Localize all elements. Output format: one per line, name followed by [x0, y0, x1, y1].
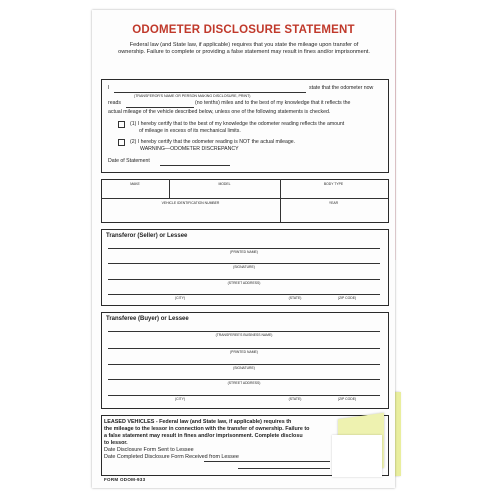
- transferee-heading: Transferee (Buyer) or Lessee: [106, 316, 189, 322]
- vehicle-divider: [101, 198, 388, 199]
- year-label: YEAR: [328, 201, 339, 205]
- intro-text: [104, 42, 384, 56]
- leased-line-3: a false statement may result in fines and/or imprisonment. Complete disclosu: [104, 433, 303, 439]
- actual-mileage-text: actual mileage of the vehicle described below, unless one of the following statements is checked.: [108, 109, 331, 115]
- date-sent-label: Date Disclosure Form Sent to Lessee: [104, 447, 194, 453]
- transferor-printed-name-caption: (PRINTED NAME): [230, 250, 258, 254]
- transferee-signature-caption: (SIGNATURE): [233, 366, 255, 370]
- transferee-signature-line[interactable]: [108, 364, 380, 365]
- transferee-street-caption: (STREET ADDRESS): [227, 381, 261, 385]
- transferee-city-caption: (CITY): [175, 397, 185, 401]
- transferee-business-line[interactable]: [108, 331, 380, 332]
- date-received-label: Date Completed Disclosure Form Received from Lessee: [104, 454, 239, 460]
- peeled-corner: [332, 435, 382, 477]
- option-2-checkbox[interactable]: [118, 139, 125, 146]
- leased-line-1: [104, 419, 340, 426]
- leased-line-1-text: - Federal law (and State law, if applicable) requires th: [154, 419, 292, 425]
- transferor-street-caption: (STREET ADDRESS): [227, 281, 261, 285]
- transferee-printed-name-caption: (PRINTED NAME): [230, 350, 258, 354]
- transferor-caption: (TRANSFEROR'S NAME OR PERSON MAKING DISCLOSURE, PRINT): [134, 94, 251, 98]
- body-type-label: BODY TYPE: [323, 182, 344, 186]
- form-number: FORM ODOM-933: [104, 477, 146, 482]
- date-of-statement-line[interactable]: [160, 165, 230, 166]
- transferee-zip-caption: (ZIP CODE): [337, 397, 357, 401]
- i-label: I: [108, 85, 110, 91]
- transferee-business-caption: (TRANSFEREE'S BUSINESS NAME): [215, 333, 273, 337]
- intro-line-2: ownership. Failure to complete or providing a false statement may result in fines and/or imprisonment.: [118, 49, 370, 55]
- leased-line-4: to lessor.: [104, 440, 128, 446]
- option-2-line-2: WARNING—ODOMETER DISCREPANCY: [140, 146, 239, 152]
- transferor-zip-caption: (ZIP CODE): [337, 296, 357, 300]
- transferor-name-line[interactable]: [114, 92, 306, 93]
- leased-heading: LEASED VEHICLES: [104, 419, 155, 425]
- no-tenths-text: (no tenths) miles and to the best of my knowledge that it reflects the: [195, 100, 351, 106]
- transferor-city-caption: (CITY): [175, 296, 185, 300]
- date-sent-line[interactable]: [204, 461, 330, 462]
- transferor-signature-caption: (SIGNATURE): [233, 265, 255, 269]
- transferee-street-line[interactable]: [108, 379, 380, 380]
- option-1-line-2: of mileage in excess of its mechanical limits.: [139, 128, 241, 134]
- odometer-reading-line[interactable]: [126, 107, 194, 108]
- transferee-state-caption: (STATE): [288, 397, 302, 401]
- state-text: state that the odometer now: [309, 85, 374, 91]
- transferor-state-caption: (STATE): [288, 296, 302, 300]
- reads-label: reads: [108, 100, 121, 106]
- make-label: MAKE: [130, 182, 140, 186]
- transferee-city-line[interactable]: [108, 395, 380, 396]
- transferor-signature-line[interactable]: [108, 263, 380, 264]
- intro-line-1: Federal law (and State law, if applicable) requires that you state the mileage upon transfer of: [129, 42, 359, 48]
- transferor-printed-name-line[interactable]: [108, 248, 380, 249]
- option-2-line-1: (2) I hereby certify that the odometer reading is NOT the actual mileage.: [130, 139, 296, 145]
- vin-label: VEHICLE IDENTIFICATION NUMBER: [161, 201, 220, 205]
- leased-text: [104, 419, 340, 461]
- transferor-street-line[interactable]: [108, 279, 380, 280]
- option-1-checkbox[interactable]: [118, 121, 125, 128]
- date-received-line[interactable]: [238, 468, 330, 469]
- option-1-line-1: (1) I hereby certify that to the best of my knowledge the odometer reading reflects the amount: [130, 121, 345, 127]
- transferee-printed-name-line[interactable]: [108, 348, 380, 349]
- model-label: MODEL: [218, 182, 231, 186]
- date-of-statement-label: Date of Statement: [108, 158, 150, 164]
- transferor-heading: Transferor (Seller) or Lessee: [106, 233, 188, 239]
- form-title: ODOMETER DISCLOSURE STATEMENT: [132, 24, 355, 36]
- transferor-city-line[interactable]: [108, 294, 380, 295]
- leased-line-2: the mileage to the lessor in connection with the transfer of ownership. Failure to: [104, 426, 310, 432]
